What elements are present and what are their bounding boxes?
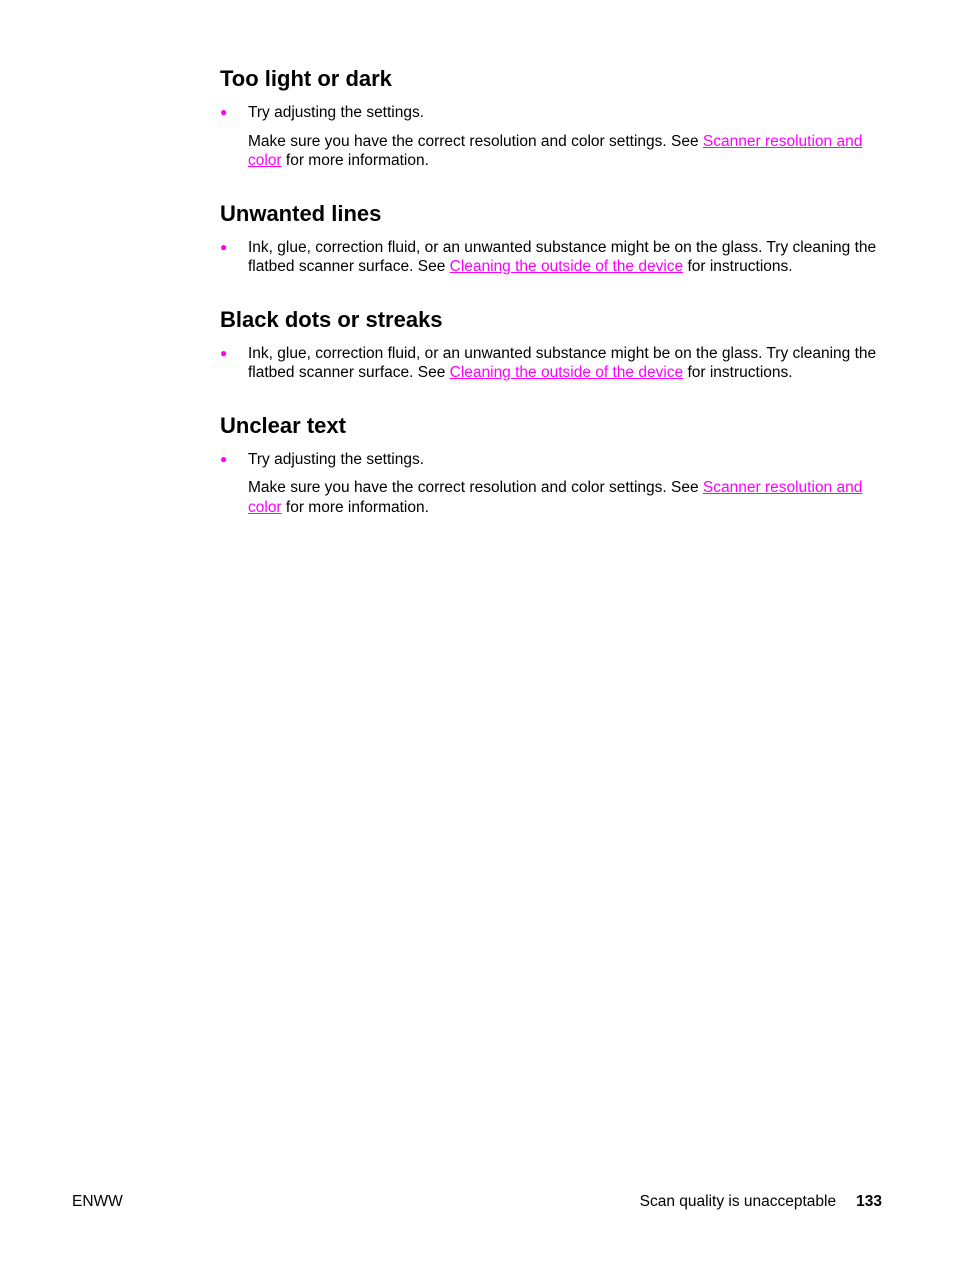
bullet-dot-icon: ● <box>220 451 228 466</box>
page-content <box>220 66 884 547</box>
bullet-item <box>220 238 884 277</box>
page-number: 133 <box>856 1193 882 1210</box>
paragraph <box>220 478 884 517</box>
footer-left-label: ENWW <box>72 1193 123 1210</box>
section-unclear-text <box>220 413 884 518</box>
bullet-text: for instructions. <box>683 364 793 381</box>
section-too-light-or-dark <box>220 66 884 171</box>
paragraph <box>220 132 884 171</box>
footer-right <box>640 1192 882 1211</box>
bullet-dot-icon: ● <box>220 239 228 254</box>
link-cleaning-outside-of-device[interactable]: Cleaning the outside of the device <box>449 258 684 275</box>
paragraph-text: Make sure you have the correct resolution and color settings. See <box>248 132 703 150</box>
bullet-item <box>220 344 884 383</box>
section-heading: Black dots or streaks <box>220 306 443 332</box>
bullet-item <box>220 103 884 123</box>
link-scanner-resolution-and-color[interactable]: Scanner resolution and color <box>248 479 863 516</box>
section-heading: Unwanted lines <box>220 200 382 226</box>
link-scanner-resolution-and-color[interactable]: Scanner resolution and color <box>248 132 863 169</box>
paragraph-text: for more information. <box>281 152 429 169</box>
footer-chapter-title: Scan quality is unacceptable <box>639 1193 837 1210</box>
bullet-text: Ink, glue, correction fluid, or an unwanted substance might be on the glass. Try cleaning the flatbed scanner surface. See <box>248 238 877 275</box>
section-unwanted-lines <box>220 201 884 277</box>
bullet-text: Ink, glue, correction fluid, or an unwanted substance might be on the glass. Try cleaning the flatbed scanner surface. See <box>248 344 877 381</box>
bullet-text: for instructions. <box>683 258 793 275</box>
paragraph-text: for more information. <box>281 498 429 516</box>
bullet-text: Try adjusting the settings. <box>248 450 425 468</box>
link-cleaning-outside-of-device[interactable]: Cleaning the outside of the device <box>449 364 684 381</box>
bullet-dot-icon: ● <box>220 105 228 119</box>
bullet-item <box>220 450 884 470</box>
section-heading: Too light or dark <box>220 66 392 91</box>
bullet-text: Try adjusting the settings. <box>248 104 425 121</box>
bullet-dot-icon: ● <box>220 345 228 360</box>
paragraph-text: Make sure you have the correct resolution and color settings. See <box>248 479 703 496</box>
section-black-dots-or-streaks <box>220 307 884 383</box>
section-heading: Unclear text <box>220 412 346 438</box>
